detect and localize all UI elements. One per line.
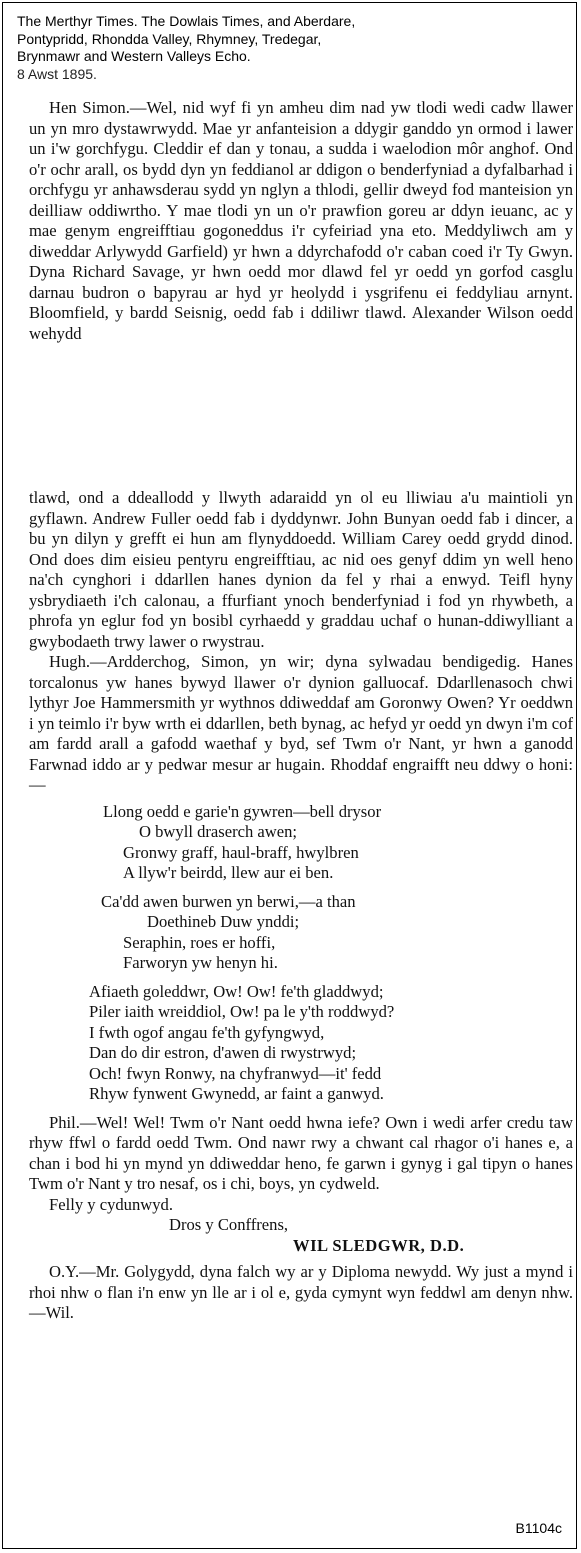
- poem-line: Ca'dd awen burwen yn berwi,—a than: [101, 891, 356, 911]
- clipping-frame: [2, 2, 577, 1549]
- signature-line: Dros y Conffrens,: [169, 1215, 289, 1234]
- paragraph-postscript: O.Y.—Mr. Golygydd, dyna falch wy ar y Diploma newydd. Wy just a mynd i rhoi nhw o flan i'n enw yn lle ar i ol e, gyda cymynt wyn feddwl am denyn nhw.—Wil.: [29, 1262, 573, 1322]
- poem-line: Doethineb Duw ynddi;: [147, 912, 300, 931]
- poem-stanza-2: [29, 892, 573, 974]
- poem-line: Och! fwyn Ronwy, na chyfranwyd—it' fedd: [89, 1063, 382, 1083]
- poem-line: O bwyll draserch awen;: [139, 822, 298, 841]
- poem-line: Dan do dir estron, d'awen di rwystrwyd;: [89, 1043, 357, 1062]
- source-line-2: Pontypridd, Rhondda Valley, Rhymney, Tredegar,: [17, 30, 322, 47]
- catalog-id: B1104c: [515, 1520, 562, 1536]
- article-column-bottom: [29, 488, 573, 1324]
- poem-line: Seraphin, roes er hoffi,: [123, 932, 276, 952]
- poem-line: Gronwy graff, haul-braff, hwylbren: [123, 842, 359, 862]
- paragraph-agreed: Felly y cydunwyd.: [49, 1194, 173, 1214]
- source-line-3: Brynmawr and Western Valleys Echo.: [17, 48, 251, 64]
- signature-name: WIL SLEDGWR, D.D.: [293, 1235, 465, 1255]
- poem-stanza-3: [29, 982, 573, 1105]
- poem-line: A llyw'r beirdd, llew aur ei ben.: [123, 863, 334, 882]
- paragraph-phil: Phil.—Wel! Wel! Twm o'r Nant oedd hwna iefe? Own i wedi arfer credu taw rhyw ffwl o fardd oedd Twm. Ond nawr rwy a chwant cal rhagor o'i hanes e, a chan i bod hi yn mynd yn ddiweddar heno, fe garwn i gynyg i gal tipyn o hanes Twm o'r Nant y tro nesaf, os i chi, boys, yn cydweld.: [29, 1112, 573, 1193]
- paragraph-continued: tlawd, ond a ddeallodd y llwyth adaraidd yn ol eu lliwiau a'u maintioli yn gyflawn. Andrew Fuller oedd fab i dyddynwr. John Bunyan oedd fab i dincer, a bu yn dilyn y grefft ei hun am flynyddoedd. William Carey oedd grydd dinod. Ond does dim eisieu pentyru engreifftiau, ac nid oes genyf ddim yn well heno na'ch cynghori i ddarllen hanes dynion da fel y rhai a enwyd. Teifl hyny ysbrydiaeth i'ch calonau, a ffurfiant ynoch benderfyniad i fod yn rhywbeth, a phrofa yn eglur fod yn bosibl cyrhaedd y graddau uchaf o hunan-ddiwylliant a gwybodaeth trwy lawer o rwystrau.: [29, 488, 573, 651]
- poem-line: Farworyn yw henyn hi.: [123, 953, 278, 972]
- poem-line: I fwth ogof angau fe'th gyfyngwyd,: [89, 1022, 325, 1042]
- poem-line: Piler iaith wreiddiol, Ow! pa le y'th roddwyd?: [89, 1002, 395, 1021]
- paragraph-hen-simon: Hen Simon.—Wel, nid wyf fi yn amheu dim nad yw tlodi wedi cadw llawer un yn mro dystawrwydd. Mae yr anfanteision a ddygir ganddo yn ormod i lawer un i'w gorchfygu. Cleddir ef dan y tonau, a sudda i waelodion môr anghof. Ond o'r ochr arall, os bydd dyn yn feddianol ar ddigon o benderfyniad a dyfalbarhad i orchfygu yr anhawsderau sydd yn nglyn a thlodi, gellir dweyd fod manteision yn deilliaw oddiwrtho. Y mae tlodi yn un o'r prawfion goreu ar ddyn ieuanc, ac y mae genym engreifftiau gogoneddus i'r cyfeiriad yna eto. Meddyliwch am y diweddar Arlywydd Garfield) yr hwn a ddyrchafodd o'r caban coed i'r Ty Gwyn. Dyna Richard Savage, yr hwn oedd mor dlawd fel yr oedd yn gorfod casglu darnau budron o bapyrau ar hyd yr heolydd i ysgrifenu ei feddyliau arnynt. Bloomfield, y bardd Seisnig, oedd fab i ddiliwr tlawd. Alexander Wilson oedd wehydd: [29, 98, 573, 343]
- source-header: [17, 13, 537, 83]
- poem-line: Llong oedd e garie'n gywren—bell drysor: [103, 801, 382, 821]
- poem-line: Afiaeth goleddwr, Ow! Ow! fe'th gladdwyd;: [89, 981, 384, 1001]
- source-date: 8 Awst 1895.: [17, 65, 97, 82]
- poem-stanza-1: [29, 802, 573, 884]
- article-column-top: [29, 98, 573, 344]
- poem-line: Rhyw fynwent Gwynedd, ar faint a ganwyd.: [89, 1084, 384, 1103]
- source-line-1: The Merthyr Times. The Dowlais Times, and Aberdare,: [17, 13, 356, 29]
- paragraph-hugh: Hugh.—Ardderchog, Simon, yn wir; dyna sylwadau bendigedig. Hanes torcalonus yw hanes bywyd llawer o'r dynion galluocaf. Ddarllenasoch chwi lythyr Joe Hammersmith yr wythnos ddiweddaf am Goronwy Owen? Yr oeddwn i yn teimlo i'r byw wrth ei ddarllen, beth bynag, ac hefyd yr oedd yn dwyn i'm cof am fardd arall a gafodd waethaf y byd, sef Twm o'r Nant, yr hwn a ganodd Farwnad iddo ar y pedwar mesur ar hugain. Rhoddaf engraifft neu ddwy o honi:—: [29, 652, 573, 794]
